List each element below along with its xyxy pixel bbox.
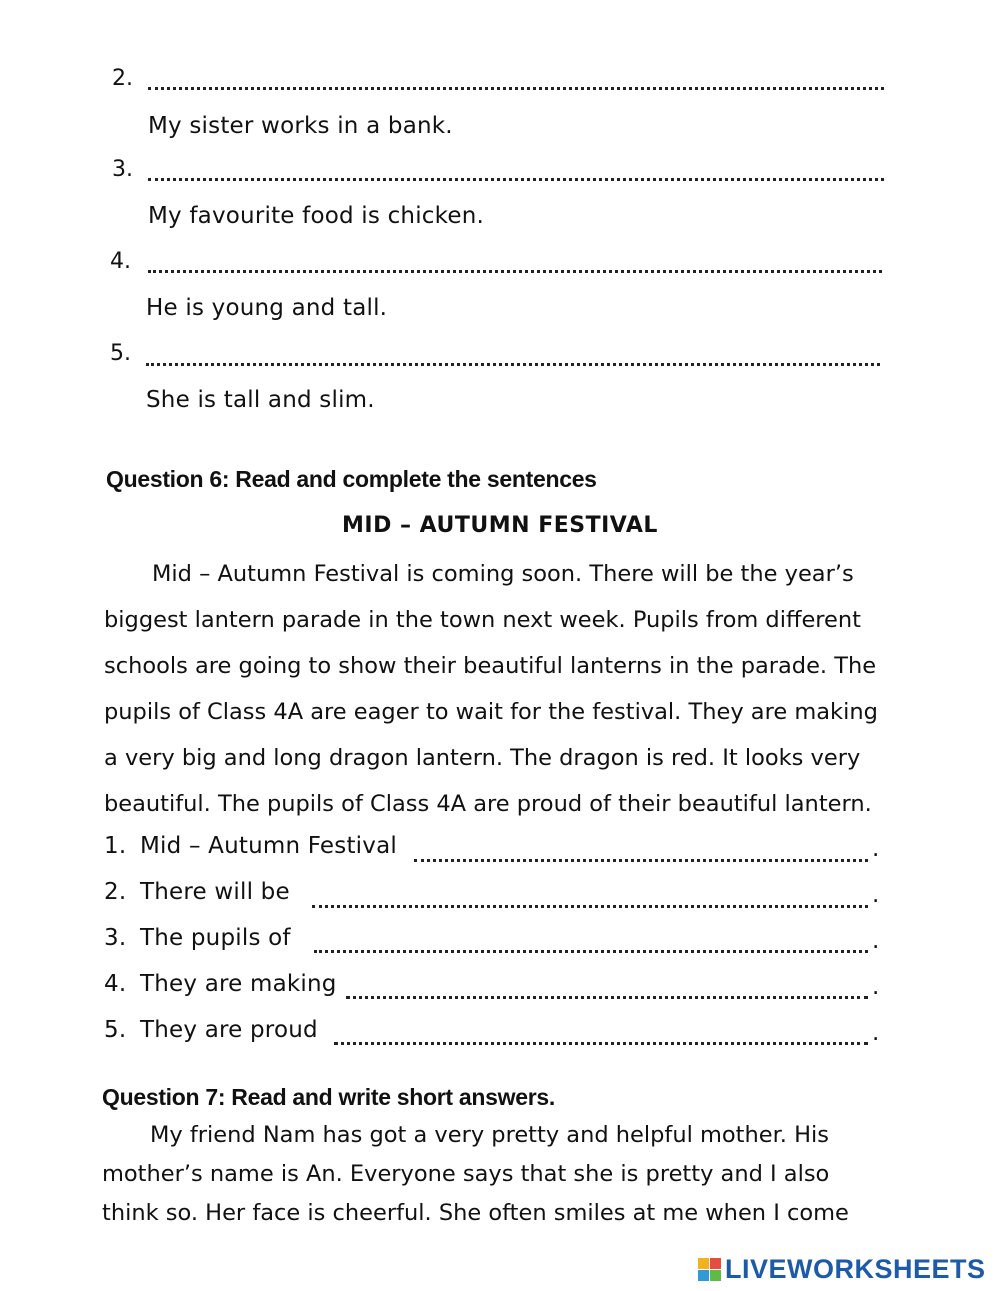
item-number: 4.	[104, 971, 127, 997]
item-number: 2.	[104, 879, 127, 905]
watermark-text: LIVEWORKSHEETS	[725, 1254, 986, 1284]
passage-line: Mid – Autumn Festival is coming soon. There will be the year’s	[152, 561, 854, 587]
item-number: 4.	[110, 249, 131, 274]
sentence-end: .	[872, 1020, 880, 1046]
item-number: 3.	[112, 157, 133, 182]
question-6-heading: Question 6: Read and complete the sentences	[106, 466, 597, 492]
passage-line: My friend Nam has got a very pretty and helpful mother. His	[150, 1122, 829, 1148]
passage-line: a very big and long dragon lantern. The dragon is red. It looks very	[104, 745, 861, 771]
sentence-end: .	[872, 882, 880, 908]
item-prompt: Mid – Autumn Festival	[140, 833, 397, 859]
item-number: 1.	[104, 833, 127, 859]
liveworksheets-logo-icon	[698, 1258, 722, 1282]
item-prompt: The pupils of	[140, 925, 291, 951]
answer-text: She is tall and slim.	[146, 387, 375, 413]
item-prompt: They are proud	[140, 1017, 318, 1043]
passage-line: schools are going to show their beautiful lanterns in the parade. The	[104, 653, 877, 679]
question-7-passage	[102, 1116, 908, 1233]
answer-blank-4[interactable]	[148, 267, 882, 273]
answer-blank-q6-4[interactable]	[346, 993, 868, 999]
answer-blank-5[interactable]	[146, 360, 880, 366]
item-number: 5.	[104, 1017, 127, 1043]
answer-blank-3[interactable]	[148, 175, 884, 181]
passage-line: beautiful. The pupils of Class 4A are proud of their beautiful lantern.	[104, 791, 872, 817]
passage-line: think so. Her face is cheerful. She often smiles at me when I come	[102, 1200, 849, 1226]
passage-title: MID – AUTUMN FESTIVAL	[342, 513, 658, 538]
sentence-end: .	[872, 928, 880, 954]
answer-blank-q6-1[interactable]	[414, 856, 868, 862]
liveworksheets-watermark[interactable]	[698, 1254, 986, 1285]
item-prompt: They are making	[140, 971, 337, 997]
answer-blank-q6-5[interactable]	[334, 1039, 868, 1045]
sentence-end: .	[872, 836, 880, 862]
passage-line: mother’s name is An. Everyone says that she is pretty and I also	[102, 1161, 830, 1187]
item-number: 3.	[104, 925, 127, 951]
answer-blank-2[interactable]	[148, 84, 884, 90]
passage-line: biggest lantern parade in the town next week. Pupils from different	[104, 607, 861, 633]
answer-text: My favourite food is chicken.	[148, 203, 484, 229]
question-7-heading: Question 7: Read and write short answers.	[102, 1084, 555, 1110]
sentence-end: .	[872, 974, 880, 1000]
item-number: 5.	[110, 341, 131, 366]
answer-blank-q6-3[interactable]	[314, 947, 868, 953]
answer-blank-q6-2[interactable]	[312, 902, 868, 908]
item-prompt: There will be	[140, 879, 290, 905]
answer-text: My sister works in a bank.	[148, 113, 453, 139]
question-6-passage	[104, 551, 914, 827]
answer-text: He is young and tall.	[146, 295, 388, 321]
item-number: 2.	[112, 66, 133, 91]
passage-line: pupils of Class 4A are eager to wait for the festival. They are making	[104, 699, 878, 725]
